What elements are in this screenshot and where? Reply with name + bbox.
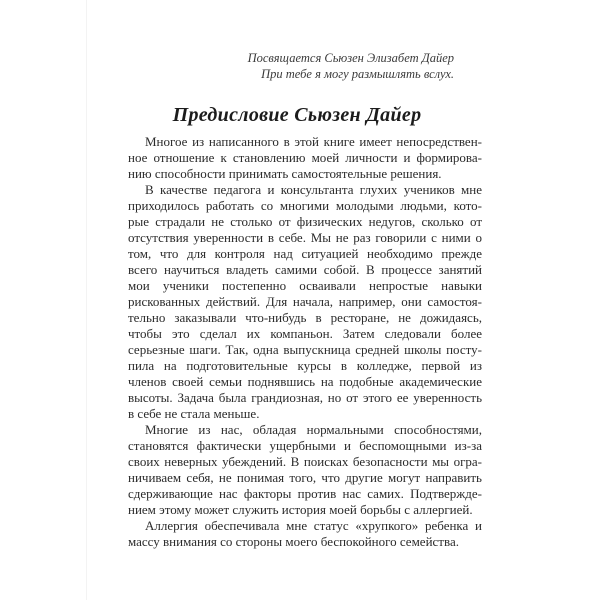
text-line: ничиваем себя, не понимая того, что другие могут направить [128, 470, 482, 485]
text-line: пила на подготовительные курсы в колледже, первой из [128, 358, 482, 373]
page-edge-shadow [86, 0, 87, 600]
text-line: нию способности принимать самостоятельные решения. [128, 166, 442, 181]
text-line: сдерживающие нас факторы против нас самих. Подтвержде- [128, 486, 482, 501]
text-line: в себе не стала меньше. [128, 406, 260, 421]
text-line: членов своей семьи поднявшись на подобные академические [128, 374, 482, 389]
text-line: ное отношение к становлению моей личности и формирова- [128, 150, 482, 165]
dedication [128, 50, 482, 82]
text-line: В качестве педагога и консультанта глухих учеников мне [145, 182, 482, 197]
text-line: мои ученики постепенно осваивали непростые навыки [128, 278, 482, 293]
text-line: высоты. Задача была грандиозная, но от этого ее уверенность [128, 390, 482, 405]
paragraph [128, 422, 482, 518]
dedication-line-1: Посвящается Сьюзен Элизабет Дайер [247, 51, 454, 65]
text-line: отсутствия уверенности в себе. Мы не раз говорили с ними о [128, 230, 482, 245]
paragraph [128, 182, 482, 422]
text-line: рискованных действий. Для начала, например, они самостоя- [128, 294, 482, 309]
text-line: массу внимания со стороны моего беспокойного семейства. [128, 534, 459, 549]
text-line: своих неверных убеждений. В поисках безопасности мы огра- [128, 454, 482, 469]
dedication-line-2: При тебе я могу размышлять вслух. [261, 67, 454, 81]
text-line: Многие из нас, обладая нормальными способностями, [145, 422, 482, 437]
paragraph [128, 518, 482, 550]
page-content [128, 0, 482, 550]
text-line: рые страдали не столько от физических недугов, сколько от [128, 214, 482, 229]
text-line: серьезные шаги. Так, одна выпускница средней школы посту- [128, 342, 482, 357]
text-line: всего научиться владеть самими собой. В процессе занятий [128, 262, 482, 277]
text-line: тельно заказывали что-нибудь в ресторане, не дожидаясь, [128, 310, 482, 325]
page-title: Предисловие Сьюзен Дайер [172, 104, 422, 126]
text-line: приходилось работать со многими молодыми людьми, кото- [128, 198, 482, 213]
text-line: становятся фактически ущербными и беспомощными из-за [128, 438, 482, 453]
body-text [128, 134, 482, 550]
text-line: Многое из написанного в этой книге имеет непосредствен- [145, 134, 482, 149]
text-line: Аллергия обеспечивала мне статус «хрупкого» ребенка и [145, 518, 482, 533]
text-line: нием этому может служить история моей борьбы с аллергией. [128, 502, 473, 517]
text-line: том, что для контроля над ситуацией необходимо прежде [128, 246, 482, 261]
text-line: чтобы это сделал их компаньон. Затем следовали более [128, 326, 482, 341]
paragraph [128, 134, 482, 182]
